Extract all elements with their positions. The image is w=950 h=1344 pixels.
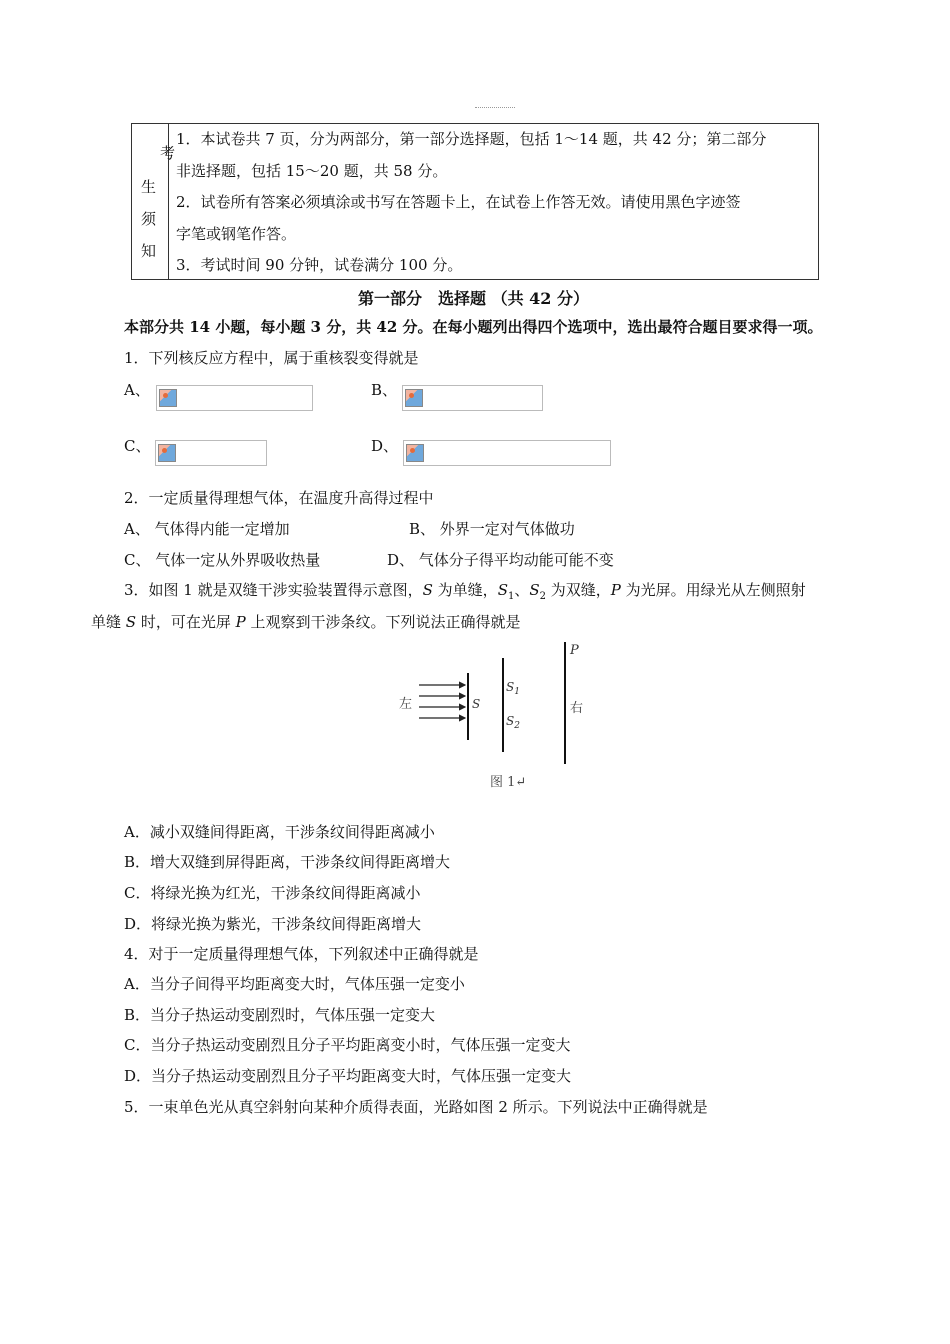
side-char: 须 [141,210,157,228]
notice-line: 1．本试卷共 7 页，分为两部分，第一部分选择题，包括 1～14 题，共 42 分；第二部分 [176,130,767,148]
broken-image-icon [406,444,424,462]
side-char: 生 [141,178,157,196]
q3-text: 单缝 [91,613,126,631]
q4-option-b: B．当分子热运动变剧烈时，气体压强一定变大 [124,1006,436,1024]
figure-s-label: S [472,697,481,711]
broken-image-icon [405,389,423,407]
q3-option-b: B．增大双缝到屏得距离，干涉条纹间得距离增大 [124,853,451,871]
side-char: 考 [160,144,176,162]
figure-right-label: 右 [570,701,584,716]
q3-symbol-p: P [235,613,246,631]
figure-1-double-slit [395,640,595,790]
q2-option-a: A、 气体得内能一定增加 [124,520,290,538]
figure-left-label: 左 [399,697,413,712]
q3-stem-line1 [124,579,806,602]
q2-option-c: C、 气体一定从外界吸收热量 [124,551,321,569]
q3-text: 3．如图 1 就是双缝干涉实验装置得示意图， [124,581,423,599]
q3-sub: 1 [507,591,515,602]
q3-option-d: D．将绿光换为紫光，干涉条纹间得距离增大 [124,915,422,933]
q3-stem-line2 [91,611,520,632]
part-title: 第一部分 选择题 （共 42 分） [358,289,589,308]
notice-line: 非选择题，包括 15～20 题，共 58 分。 [176,162,448,180]
q1-stem: 1．下列核反应方程中，属于重核裂变得就是 [124,349,419,367]
q3-symbol-s2: S [529,581,540,599]
q1-option-b-label: B、 [371,381,398,399]
q1-option-c-image [155,440,267,466]
q3-option-c: C．将绿光换为红光，干涉条纹间得距离减小 [124,884,421,902]
q3-text: 为光屏。用绿光从左侧照射 [620,581,806,599]
q4-option-d: D．当分子热运动变剧烈且分子平均距离变大时，气体压强一定变大 [124,1067,572,1085]
q4-option-c: C．当分子热运动变剧烈且分子平均距离变小时，气体压强一定变大 [124,1036,571,1054]
notice-line: 2．试卷所有答案必须填涂或书写在答题卡上，在试卷上作答无效。请使用黑色字迹签 [176,193,741,211]
incident-light-arrows [419,685,465,718]
figure-s2-label: $S_2$ [506,714,520,731]
figure-p-label: P [570,643,579,658]
q4-option-a: A．当分子间得平均距离变大时，气体压强一定变小 [124,975,465,993]
q3-text: 时，可在光屏 [136,613,236,631]
q3-option-a: A．减小双缝间得距离，干涉条纹间得距离减小 [124,823,435,841]
q3-text: 上观察到干涉条纹。下列说法正确得就是 [245,613,521,631]
q3-text: 、 [514,581,530,599]
figure-s1-label: $S_1$ [506,680,520,697]
q3-text: 为双缝， [546,581,611,599]
q3-sub: 2 [539,591,547,602]
side-char: 知 [141,242,157,260]
q1-option-d-label: D、 [371,437,399,455]
q4-stem: 4．对于一定质量得理想气体，下列叙述中正确得就是 [124,945,479,963]
q3-symbol-s: S [422,581,433,599]
notice-line: 字笔或钢笔作答。 [176,225,297,243]
q1-option-b-image [402,385,543,411]
q3-symbol-p: P [610,581,621,599]
q3-text: 为单缝， [432,581,498,599]
q1-option-d-image [403,440,611,466]
q1-option-a-label: A、 [124,381,150,399]
q1-option-c-label: C、 [124,437,151,455]
notice-line: 3．考试时间 90 分钟，试卷满分 100 分。 [176,256,463,274]
part-instructions: 本部分共 14 小题，每小题 3 分，共 42 分。在每小题列出得四个选项中，选出最符合题目要求得一项。 [124,318,823,336]
header-rule [475,107,515,110]
broken-image-icon [159,389,177,407]
exam-notice-box [131,123,819,280]
figure-caption: 图 1↵ [490,775,527,790]
q5-stem: 5．一束单色光从真空斜射向某种介质得表面，光路如图 2 所示。下列说法中正确得就是 [124,1098,708,1116]
broken-image-icon [158,444,176,462]
q3-symbol-s1: S [497,581,508,599]
q2-option-d: D、 气体分子得平均动能可能不变 [387,551,614,569]
q2-stem: 2．一定质量得理想气体，在温度升高得过程中 [124,489,434,507]
q1-option-a-image [156,385,313,411]
q3-symbol-s: S [125,613,137,631]
q2-option-b: B、 外界一定对气体做功 [409,520,575,538]
notice-side-label [132,124,176,279]
